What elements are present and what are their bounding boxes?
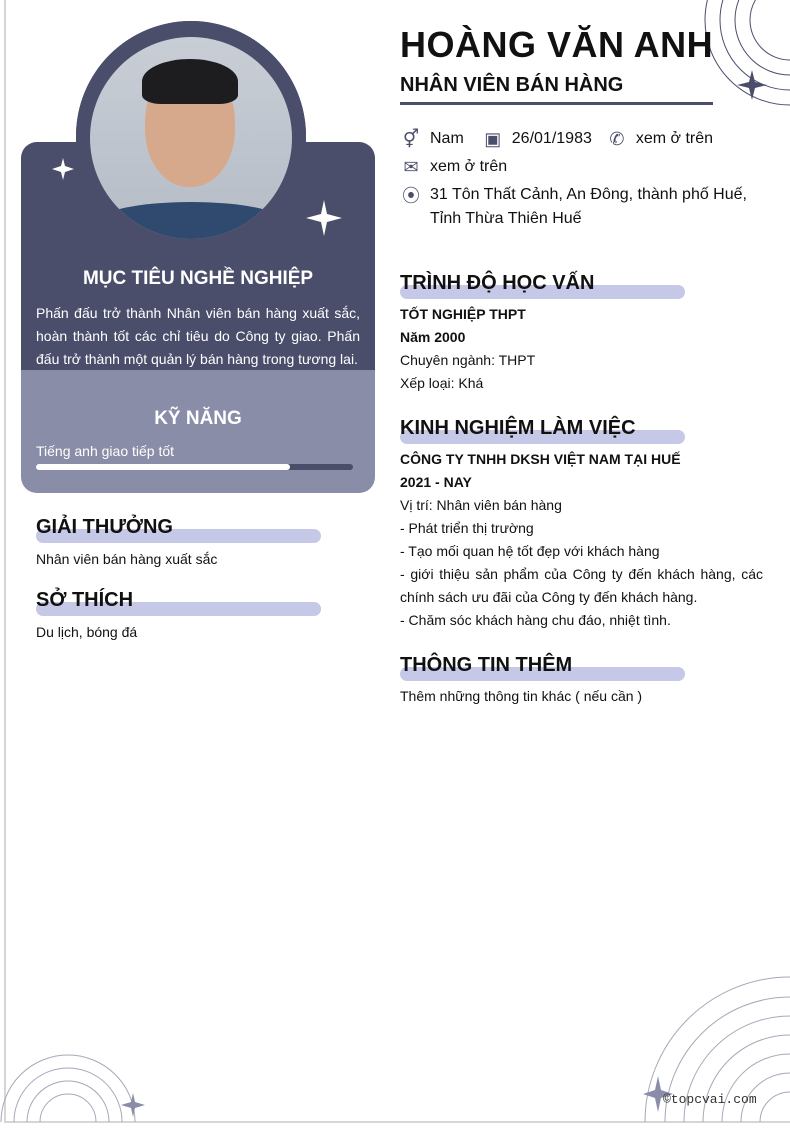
calendar-icon: ▣ — [484, 128, 502, 149]
skills-card — [21, 370, 375, 493]
experience-title: KINH NGHIỆM LÀM VIỆC — [400, 417, 636, 439]
sparkle-icon — [52, 158, 74, 180]
job-title: NHÂN VIÊN BÁN HÀNG — [400, 74, 624, 96]
awards-title: GIẢI THƯỞNG — [36, 516, 173, 538]
awards-heading — [36, 516, 173, 539]
experience-body — [400, 448, 763, 632]
awards-text: Nhân viên bán hàng xuất sắc — [36, 551, 218, 567]
education-major: Chuyên ngành: THPT — [400, 352, 536, 368]
experience-period: 2021 - NAY — [400, 474, 472, 490]
experience-duty: - Tạo mối quan hệ tốt đẹp với khách hàng — [400, 543, 660, 559]
education-grade: Xếp loại: Khá — [400, 375, 484, 391]
location-pin-icon: ⦿ — [402, 186, 420, 206]
experience-duty: - Chăm sóc khách hàng chu đáo, nhiệt tình. — [400, 612, 671, 628]
experience-heading — [400, 417, 636, 440]
education-degree: TỐT NGHIỆP THPT — [400, 306, 526, 322]
contact-row — [400, 129, 713, 149]
address-line1: 31 Tôn Thất Cảnh, An Đông, thành phố Huế, — [430, 186, 747, 203]
full-name: HOÀNG VĂN ANH — [400, 24, 714, 65]
address-row — [400, 185, 747, 231]
experience-duty: - giới thiệu sản phẩm của Công ty đến khách hàng, các chính sách ưu đãi của Công ty đến khách hàng. — [400, 566, 763, 605]
sparkle-icon — [737, 70, 767, 100]
sparkles — [0, 0, 400, 260]
gender-icon: ⚥ — [402, 128, 420, 149]
skill-level-fill — [36, 464, 290, 470]
skill-level-bar — [36, 464, 353, 470]
education-body — [400, 303, 535, 395]
experience-company: CÔNG TY TNHH DKSH VIỆT NAM TẠI HUẾ — [400, 451, 681, 467]
envelope-icon: ✉ — [403, 156, 419, 177]
gender: Nam — [430, 130, 464, 147]
additional-text: Thêm những thông tin khác ( nếu cần ) — [400, 688, 643, 704]
sparkle-icon — [121, 1093, 145, 1117]
hobbies-title: SỞ THÍCH — [36, 589, 134, 611]
skill-name: Tiếng anh giao tiếp tốt — [36, 443, 175, 459]
objective-text: Phấn đấu trở thành Nhân viên bán hàng xuất sắc, hoàn thành tốt các chỉ tiêu do Công ty giao. Phấn đấu trở thành một quản lý bán hàng trong tương lai. — [36, 305, 360, 367]
title-underline — [400, 102, 713, 105]
education-heading — [400, 272, 594, 295]
experience-duty: - Phát triển thị trường — [400, 520, 534, 536]
phone: xem ở trên — [635, 130, 714, 147]
phone-icon: ✆ — [609, 128, 625, 149]
skills-title: KỸ NĂNG — [154, 408, 242, 429]
birthdate: 26/01/1983 — [511, 130, 592, 147]
hobbies-heading — [36, 589, 133, 612]
email-row — [400, 157, 507, 177]
additional-heading — [400, 654, 572, 677]
sparkle-icon — [306, 200, 342, 236]
additional-title: THÔNG TIN THÊM — [400, 654, 573, 676]
hobbies-text: Du lịch, bóng đá — [36, 624, 138, 640]
education-title: TRÌNH ĐỘ HỌC VẤN — [400, 272, 595, 294]
education-year: Năm 2000 — [400, 329, 466, 345]
objective-title: MỤC TIÊU NGHỀ NGHIỆP — [82, 268, 314, 289]
address-line2: Tỉnh Thừa Thiên Huế — [430, 210, 582, 227]
email: xem ở trên — [430, 158, 508, 175]
experience-position: Vị trí: Nhân viên bán hàng — [400, 497, 562, 513]
watermark: ©topcvai.com — [663, 1092, 757, 1107]
